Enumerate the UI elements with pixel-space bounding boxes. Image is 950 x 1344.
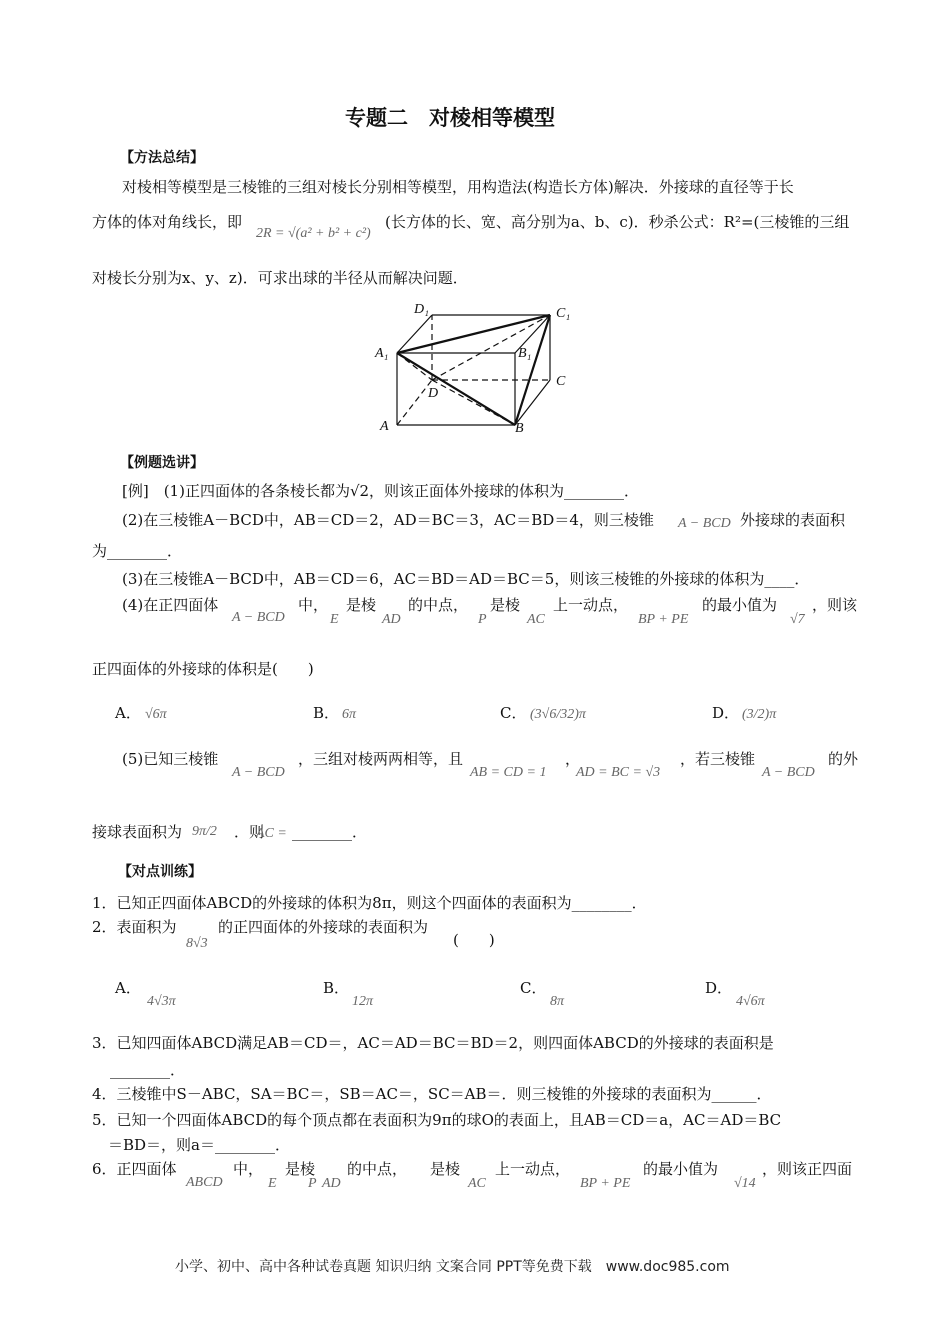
question-4: 4．三棱锥中S－ABC，SA＝BC＝，SB＝AC＝，SC＝AB＝．则三棱锥的外接球的表面积为______． — [92, 1085, 772, 1103]
math: A − BCD — [678, 516, 731, 531]
math: √14 — [734, 1176, 756, 1191]
option-d: D． — [705, 979, 733, 997]
math: ABCD — [186, 1175, 223, 1190]
option-a-value: 4√3π — [147, 994, 176, 1009]
example-4: 是棱 — [346, 596, 377, 614]
question-6: 上一动点， — [495, 1160, 571, 1178]
option-b: B． — [313, 704, 340, 722]
option-c: C． — [520, 979, 547, 997]
math: √7 — [790, 612, 805, 627]
math: A − BCD — [232, 610, 285, 625]
math: AB = CD = 1 — [470, 765, 547, 780]
example-4: 中， — [298, 596, 329, 614]
question-2: ( ) — [453, 931, 495, 949]
cuboid-diagram — [370, 295, 590, 440]
question-6: 6．正四面体 — [92, 1160, 177, 1178]
example-2: (2)在三棱锥A－BCD中，AB＝CD＝2，AD＝BC＝3，AC＝BD＝4，则三棱锥 — [122, 511, 654, 529]
math: AD = BC = √3 — [576, 765, 661, 780]
math: BP + PE — [638, 612, 689, 627]
math: P — [478, 612, 487, 627]
example-5: ，三组对棱两两相等，且 — [298, 750, 464, 768]
question-2: 2．表面积为 — [92, 918, 177, 936]
page-title: 专题二 对棱相等模型 — [345, 106, 555, 130]
example-2: 外接球的表面积 — [740, 511, 846, 529]
svg-text:B: B — [515, 421, 524, 436]
svg-text:D₁: D₁ — [414, 302, 429, 317]
example-4: 上一动点， — [553, 596, 629, 614]
option-d-value: 4√6π — [736, 994, 765, 1009]
question-6: ，则该正四面 — [762, 1160, 853, 1178]
example-4: 的最小值为 — [702, 596, 778, 614]
example-2: 为________． — [92, 542, 183, 560]
svg-text:B₁: B₁ — [518, 346, 532, 361]
method-text: 对棱相等模型是三棱锥的三组对棱长分别相等模型，用构造法(构造长方体)解决．外接球的直径等于长 — [122, 178, 794, 196]
math: AD — [322, 1176, 341, 1191]
svg-text:A₁: A₁ — [375, 346, 389, 361]
example-4: 是棱 — [490, 596, 521, 614]
example-4: 正四面体的外接球的体积是( ) — [92, 660, 314, 678]
question-3: 3．已知四面体ABCD满足AB＝CD＝，AC＝AD＝BC＝BD＝2，则四面体ABCD的外接球的表面积是 — [92, 1034, 774, 1052]
svg-text:C₁: C₁ — [556, 306, 571, 321]
practice-heading: 【对点训练】 — [118, 864, 202, 880]
math: AD — [382, 612, 401, 627]
example-4: 的中点， — [408, 596, 469, 614]
diagonal-formula: 2R = √(a² + b² + c²) — [256, 226, 371, 241]
math: AC = — [256, 826, 287, 841]
option-c: C． — [500, 704, 527, 722]
option-d-value: (3/2)π — [742, 707, 777, 722]
answer-blank: ________． — [292, 823, 368, 841]
question-5: 5．已知一个四面体ABCD的每个顶点都在表面积为9π的球O的表面上，且AB＝CD＝a，AC＝AD＝BC — [92, 1111, 782, 1129]
method-heading: 【方法总结】 — [120, 150, 204, 166]
svg-text:C: C — [556, 374, 566, 389]
option-a: A． — [115, 704, 141, 722]
footer-text: 小学、初中、高中各种试卷真题 知识归纳 文案合同 PPT等免费下载 www.doc985.com — [175, 1259, 730, 1275]
question-2: 的正四面体的外接球的表面积为 — [218, 918, 429, 936]
option-d: D． — [712, 704, 740, 722]
option-c-value: (3√6/32)π — [530, 707, 586, 722]
method-text: 方体的体对角线长，即 — [92, 213, 243, 231]
method-text: 对棱长分别为x、y、z)．可求出球的半径从而解决问题． — [92, 269, 468, 287]
math: BP + PE — [580, 1176, 631, 1191]
question-6: 中， — [233, 1160, 264, 1178]
math: E — [330, 612, 339, 627]
example-5: ，若三棱锥 — [680, 750, 756, 768]
example-5: ．则 — [234, 823, 265, 841]
example-5: 的外 — [828, 750, 859, 768]
svg-text:A: A — [380, 419, 389, 434]
math: 8√3 — [186, 936, 208, 951]
example-3: (3)在三棱锥A－BCD中，AB＝CD＝6，AC＝BD＝AD＝BC＝5，则该三棱锥的外接球的体积为____． — [122, 570, 810, 588]
option-b-value: 12π — [352, 994, 374, 1009]
question-6: 是棱 — [285, 1160, 316, 1178]
example-5: (5)已知三棱锥 — [122, 750, 219, 768]
math: AC — [527, 612, 545, 627]
example-4: (4)在正四面体 — [122, 596, 219, 614]
question-3: ________． — [110, 1061, 186, 1079]
math: A − BCD — [232, 765, 285, 780]
method-text: (长方体的长、宽、高分别为a、b、c)．秒杀公式：R²=(三棱锥的三组 — [385, 213, 850, 231]
math: AC — [468, 1176, 486, 1191]
question-1: 1．已知正四面体ABCD的外接球的体积为8π，则这个四面体的表面积为________． — [92, 894, 647, 912]
option-b: B． — [323, 979, 350, 997]
example-1: [例] (1)正四面体的各条棱长都为√2，则该正面体外接球的体积为________． — [122, 482, 640, 500]
question-5: ＝BD＝，则a＝________． — [108, 1136, 290, 1154]
math: P — [308, 1176, 317, 1191]
examples-heading: 【例题选讲】 — [120, 455, 204, 471]
math: 9π/2 — [192, 824, 217, 839]
option-b-value: 6π — [342, 707, 357, 722]
option-a-value: √6π — [145, 707, 167, 722]
option-c-value: 8π — [550, 994, 565, 1009]
question-6: 是棱 — [430, 1160, 461, 1178]
question-6: 的最小值为 — [643, 1160, 719, 1178]
math: A − BCD — [762, 765, 815, 780]
example-5: 接球表面积为 — [92, 823, 183, 841]
svg-text:D: D — [428, 386, 439, 401]
example-5: ， — [565, 750, 581, 768]
math: E — [268, 1176, 277, 1191]
question-6: 的中点， — [347, 1160, 408, 1178]
option-a: A． — [115, 979, 141, 997]
example-4: ，则该 — [812, 596, 858, 614]
